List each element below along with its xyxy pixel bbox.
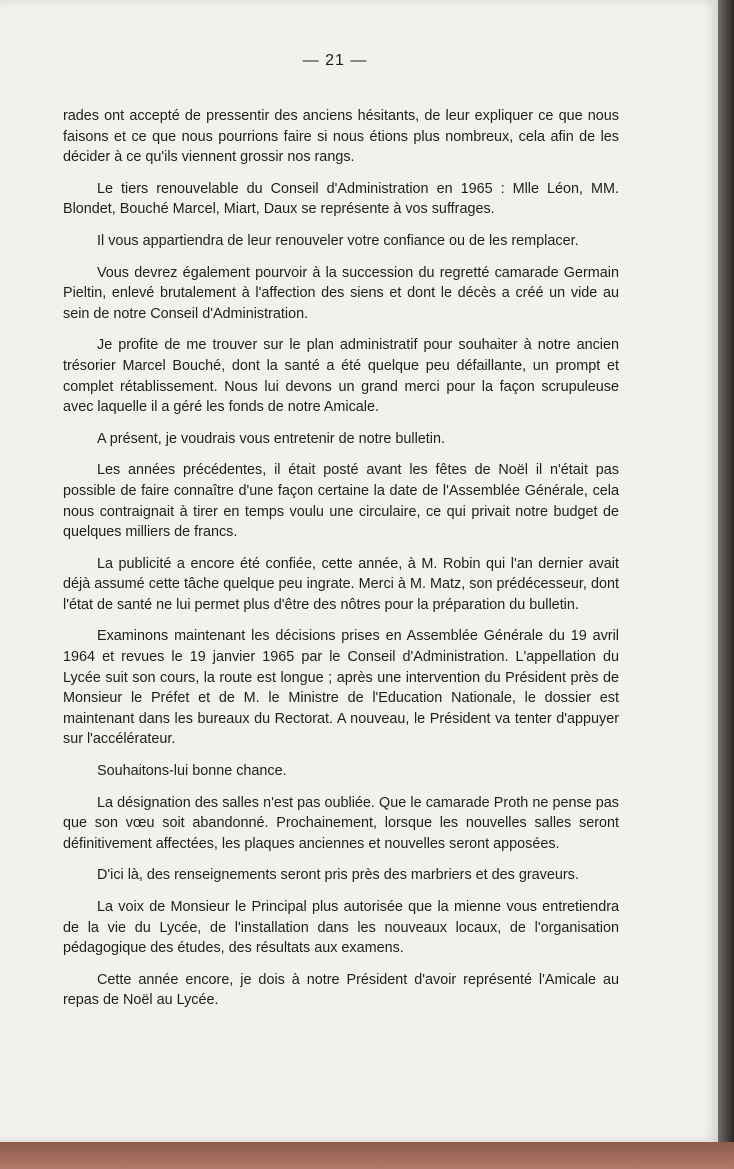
body-text	[63, 106, 619, 1022]
paragraph-7: Les années précédentes, il était posté avant les fêtes de Noël il n'était pas possible de faire connaître d'une façon certaine la date de l'Assemblée Générale, cela nous contraignait à tirer en temps voulu une circulaire, ce qui privait notre budget de quelques milliers de francs.	[63, 462, 619, 541]
page-number: — 21 —	[302, 52, 368, 69]
paragraph-12: D'ici là, des renseignements seront pris près des marbriers et des graveurs.	[97, 867, 579, 884]
paragraph-11: La désignation des salles n'est pas oubliée. Que le camarade Proth ne pense pas que son vœu soit abandonné. Prochainement, lorsque les nouvelles salles seront définitivement affectées, les plaques anciennes et nouvelles seront apposées.	[63, 794, 619, 852]
paragraph-6: A présent, je voudrais vous entretenir de notre bulletin.	[97, 430, 445, 447]
paragraph-8: La publicité a encore été confiée, cette année, à M. Robin qui l'an dernier avait déjà assumé cette tâche quelque peu ingrate. Merci à M. Matz, son prédécesseur, dont l'état de santé ne lui permet plus d'être des nôtres pour la préparation du bulletin.	[63, 555, 619, 613]
paragraph-3: Il vous appartiendra de leur renouveler votre confiance ou de les remplacer.	[97, 232, 579, 249]
paragraph-13: La voix de Monsieur le Principal plus autorisée que la mienne vous entretiendra de la vie du Lycée, de l'installation dans les nouveaux locaux, de l'organisation pédagogique des études, des résultats aux examens.	[63, 899, 619, 957]
paragraph-2: Le tiers renouvelable du Conseil d'Administration en 1965 : Mlle Léon, MM. Blondet, Bouché Marcel, Miart, Daux se représente à vos suffrages.	[63, 180, 619, 218]
paragraph-1: rades ont accepté de pressentir des anciens hésitants, de leur expliquer ce que nous faisons et ce que nous pourrions faire si nous étions plus nombreux, cela afin de les décider à ce qu'ils viennent grossir nos rangs.	[63, 108, 619, 166]
paragraph-10: Souhaitons-lui bonne chance.	[97, 763, 287, 780]
paragraph-4: Vous devrez également pourvoir à la succession du regretté camarade Germain Pieltin, enlevé brutalement à l'affection des siens et dont le décès a créé un vide au sein de notre Conseil d'Administration.	[63, 264, 619, 322]
paragraph-5: Je profite de me trouver sur le plan administratif pour souhaiter à notre ancien trésorier Marcel Bouché, dont la santé a été quelque peu défaillante, un prompt et complet rétablissement. Nous lui devons un grand merci pour la façon scrupuleuse avec laquelle il a géré les fonds de notre Amicale.	[63, 337, 619, 416]
paragraph-9: Examinons maintenant les décisions prises en Assemblée Générale du 19 avril 1964 et revues le 19 janvier 1965 par le Conseil d'Administration. L'appellation du Lycée suit son cours, la route est longue ; après une intervention du Président près de Monsieur le Préfet et de M. le Ministre de l'Education Nationale, le dossier est maintenant dans les bureaux du Rectorat. A nouveau, le Président va tenter d'appuyer sur l'accélérateur.	[63, 628, 619, 748]
paragraph-14: Cette année encore, je dois à notre Président d'avoir représenté l'Amicale au repas de Noël au Lycée.	[63, 971, 619, 1009]
